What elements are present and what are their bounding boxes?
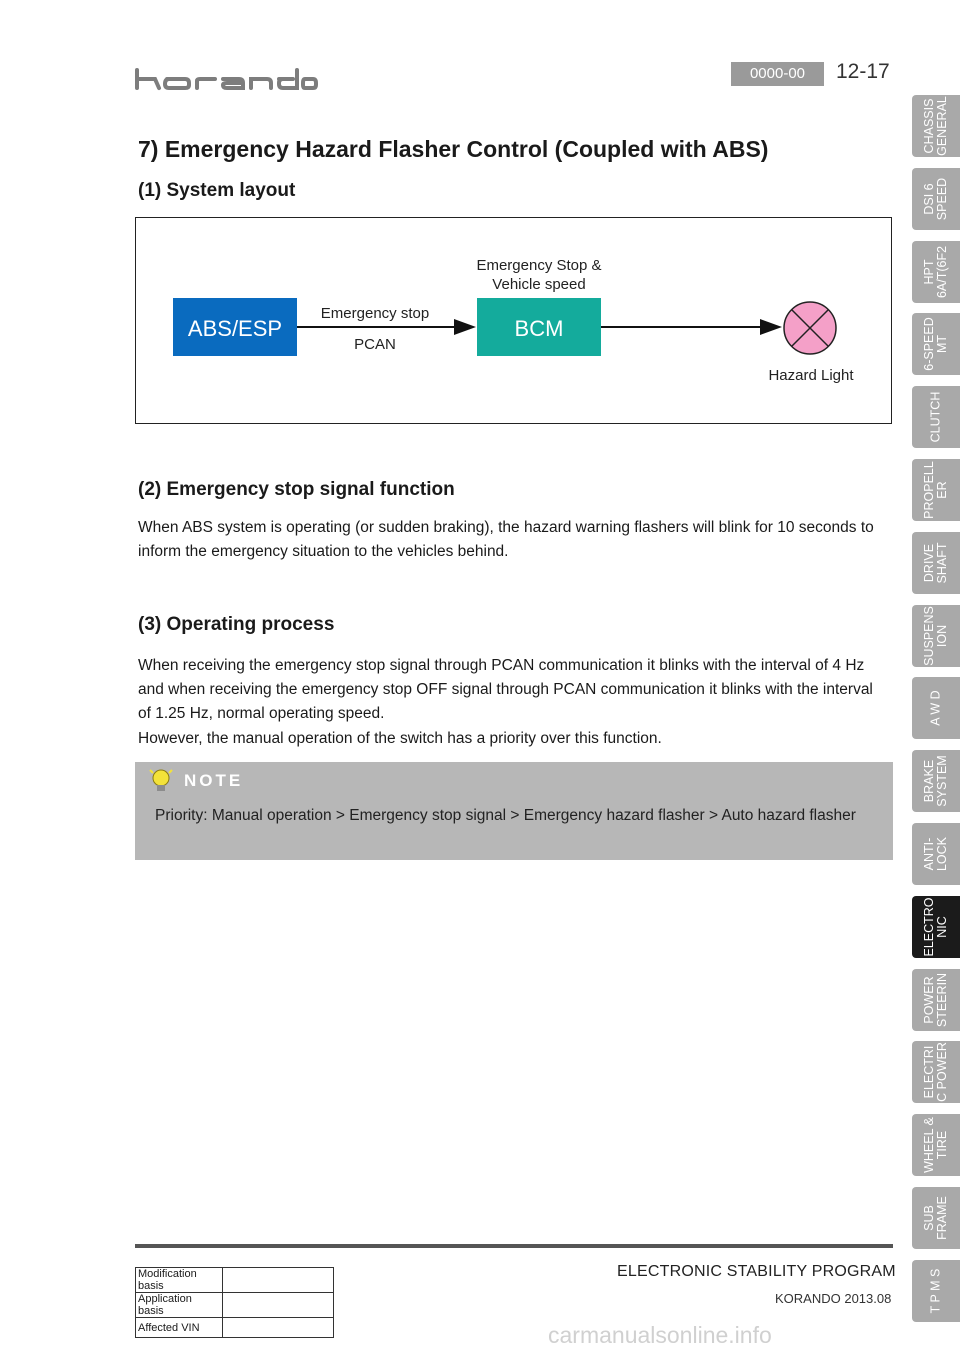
sidebar-tab[interactable]	[912, 313, 960, 375]
sidebar-tab-label: POWER STEERIN	[922, 972, 949, 1028]
signal-top-label: Emergency stop	[320, 305, 430, 322]
table-row	[136, 1318, 334, 1338]
sidebar-tab[interactable]	[912, 1187, 960, 1249]
sidebar-tab[interactable]	[912, 823, 960, 885]
sidebar-tab-label: A W D	[928, 690, 943, 726]
sidebar-tab-label: BRAKE SYSTEM	[922, 755, 949, 807]
system-layout-diagram	[135, 217, 892, 424]
sidebar-tab[interactable]	[912, 241, 960, 303]
signal-bottom-label: PCAN	[354, 336, 396, 353]
hazard-light-label: Hazard Light	[768, 367, 854, 384]
page-number: 12-17	[836, 60, 890, 83]
sidebar-tab-label: SUB FRAME	[922, 1196, 949, 1240]
table-row	[136, 1293, 334, 1318]
bcm-output-label-line2: Vehicle speed	[492, 276, 586, 293]
sidebar-tab[interactable]	[912, 1114, 960, 1176]
table-value	[223, 1318, 334, 1338]
bcm-label: BCM	[514, 316, 564, 341]
section-title: 7) Emergency Hazard Flasher Control (Coupled with ABS)	[138, 136, 769, 162]
sidebar-tab[interactable]	[912, 896, 960, 958]
sidebar-tab[interactable]	[912, 969, 960, 1031]
sidebar-tab-label: CLUTCH	[928, 391, 943, 443]
sidebar-tab-label: ELECTRO NIC	[922, 897, 949, 957]
sidebar-tab-label: WHEEL & TIRE	[922, 1117, 949, 1173]
watermark: carmanualsonline.info	[548, 1322, 772, 1348]
sidebar-tab-label: PROPELL ER	[922, 461, 949, 519]
sidebar-tab-label: ELECTRI C POWER	[922, 1042, 949, 1102]
table-label: Application basis	[136, 1293, 223, 1318]
sidebar-tab[interactable]	[912, 532, 960, 594]
sidebar-tab[interactable]	[912, 1260, 960, 1322]
function-text: When ABS system is operating (or sudden braking), the hazard warning flashers will blink for 10 seconds to inform the emergency situation to the vehicles behind.	[138, 519, 874, 560]
table-value	[223, 1293, 334, 1318]
note-text: Priority: Manual operation > Emergency stop signal > Emergency hazard flasher > Auto hazard flasher	[155, 807, 856, 824]
note-title: NOTE	[184, 771, 244, 790]
modification-table	[135, 1267, 334, 1338]
korando-logo	[133, 64, 318, 94]
sidebar-tab-label: HPT 6A/T(6F2	[922, 245, 949, 299]
process-heading: (3) Operating process	[138, 614, 335, 635]
table-label: Modification basis	[136, 1268, 223, 1293]
sidebar-tab-label: SUSPENS ION	[922, 606, 949, 666]
bcm-output-label-line1: Emergency Stop &	[476, 257, 602, 274]
sidebar-tab[interactable]	[912, 95, 960, 157]
sidebar-tab[interactable]	[912, 1041, 960, 1103]
process-text: When receiving the emergency stop signal through PCAN communication it blinks with the interval of 4 Hz and when receiving the emergency stop OFF signal through PCAN communication it blinks with the interval of 1.25 Hz, normal operating speed.	[138, 657, 873, 722]
lightbulb-icon	[149, 768, 173, 794]
table-value	[223, 1268, 334, 1293]
sidebar-tab[interactable]	[912, 168, 960, 230]
diagram-canvas	[136, 218, 893, 425]
sidebar-tab-label: CHASSIS GENERAL	[922, 96, 949, 156]
section-code-badge: 0000-00	[731, 62, 824, 86]
sidebar-tab-label: ANTI- LOCK	[922, 836, 949, 872]
sidebar-tab[interactable]	[912, 677, 960, 739]
footer-rule	[135, 1244, 893, 1248]
footer-model: KORANDO 2013.08	[775, 1291, 892, 1306]
sidebar-tab[interactable]	[912, 386, 960, 448]
sidebar-tab-label: T P M S	[928, 1268, 943, 1314]
sidebar-tab-label: DSI 6 SPEED	[922, 177, 949, 221]
abs-to-bcm-arrowhead	[454, 319, 476, 335]
sidebar-tab-label: 6-SPEED MT	[922, 317, 949, 371]
function-heading: (2) Emergency stop signal function	[138, 479, 455, 500]
table-label: Affected VIN	[136, 1318, 223, 1338]
sidebar-tab[interactable]	[912, 605, 960, 667]
layout-heading: (1) System layout	[138, 180, 296, 201]
process-priority-text: However, the manual operation of the switch has a priority over this function.	[138, 730, 662, 747]
abs-esp-label: ABS/ESP	[187, 316, 283, 341]
bcm-to-light-arrowhead	[760, 319, 782, 335]
sidebar-tab[interactable]	[912, 459, 960, 521]
footer-title: ELECTRONIC STABILITY PROGRAM	[617, 1263, 896, 1280]
table-row	[136, 1268, 334, 1293]
sidebar-tab[interactable]	[912, 750, 960, 812]
sidebar-tab-label: DRIVE SHAFT	[922, 542, 949, 584]
